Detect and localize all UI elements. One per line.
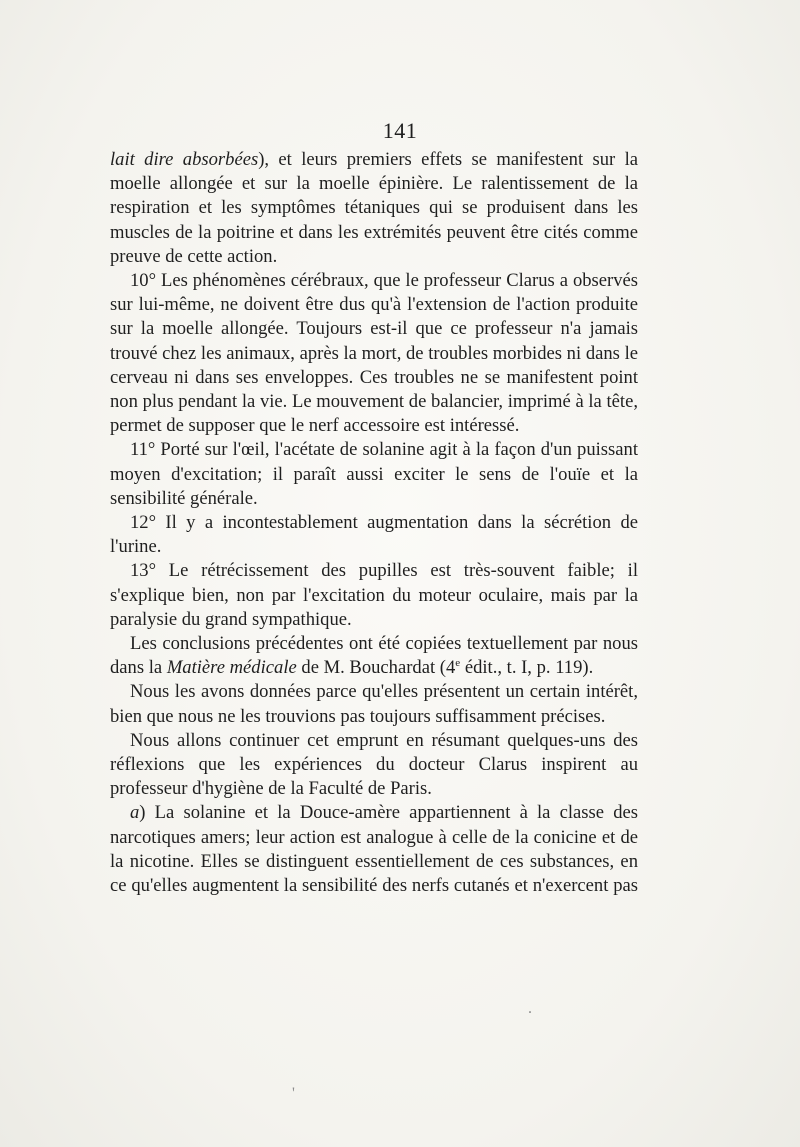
paragraph xyxy=(110,269,638,438)
superscript-run: e xyxy=(455,657,461,670)
paragraph xyxy=(110,559,638,632)
italic-run: a xyxy=(130,802,140,824)
italic-run: Matière médicale xyxy=(166,657,297,679)
italic-run: lait dire absorbées xyxy=(110,149,259,170)
text-run: édit., t. I, p. 119). xyxy=(460,657,594,679)
paragraph xyxy=(110,148,638,269)
paragraph xyxy=(110,680,638,728)
text-run: 12° Il y a incontestablement augmentation dans la sécrétion de l'urine. xyxy=(110,512,638,558)
page-number: 141 xyxy=(382,118,418,143)
text-run: 13° Le rétrécissement des pupilles est très-souvent faible; il s'explique bien, non par l'excitation du moteur oculaire, mais par la paralysie du grand sympathique. xyxy=(110,560,638,630)
paragraph xyxy=(110,729,638,802)
paragraph xyxy=(110,801,638,898)
paragraph xyxy=(110,632,638,680)
text-run: Nous allons continuer cet emprunt en résumant quelques-uns des réflexions que les expériences du docteur Clarus inspirent au professeur d'hygiène de la Faculté de Paris. xyxy=(110,729,638,800)
body-text xyxy=(110,148,638,898)
text-run: Les conclusions précédentes ont été copiées textuellement par nous dans la xyxy=(110,633,638,679)
text-run: de M. Bouchardat (4 xyxy=(296,657,456,679)
text-run: 10° Les phénomènes cérébraux, que le professeur Clarus a observés sur lui-même, ne doivent être dus qu'à l'extension de l'action produite sur la moelle allongée. Toujours est-il que ce professeur n'a jamais trouvé chez les animaux, après la mort, de troubles morbides ni dans le cerveau ni dans ses enveloppes. Ces troubles ne se manifestent point non plus pendant la vie. Le mouvement de balancier, imprimé à la tête, permet de supposer que le nerf accessoire est intéressé. xyxy=(110,270,638,437)
text-run: 11° Porté sur l'œil, l'acétate de solanine agit à la façon d'un puissant moyen d'excitation; il paraît aussi exciter le sens de l'ouïe et la sensibilité générale. xyxy=(110,439,638,509)
text-run: ) La solanine et la Douce-amère appartiennent à la classe des narcotiques amers; leur action est analogue à celle de la conicine et de la nicotine. Elles se distinguent essentiellement de ces substances, en ce qu'elles augmentent la sensibilité des nerfs cutanés et n'exercent pas xyxy=(110,802,638,897)
ink-speck: ' xyxy=(292,1085,295,1102)
paragraph xyxy=(110,438,638,511)
text-run: Nous les avons données parce qu'elles présentent un certain intérêt, bien que nous ne les trouvions pas toujours suffisamment précises. xyxy=(110,681,638,727)
ink-speck: . xyxy=(528,1000,532,1017)
paragraph xyxy=(110,511,638,559)
text-run: ), et leurs premiers effets se manifestent sur la moelle allongée et sur la moelle épinière. Le ralentissement de la respiration et les symptômes tétaniques qui se produisent dans les muscles de la poitrine et dans les extrémités peuvent être cités comme preuve de cette action. xyxy=(110,149,638,267)
